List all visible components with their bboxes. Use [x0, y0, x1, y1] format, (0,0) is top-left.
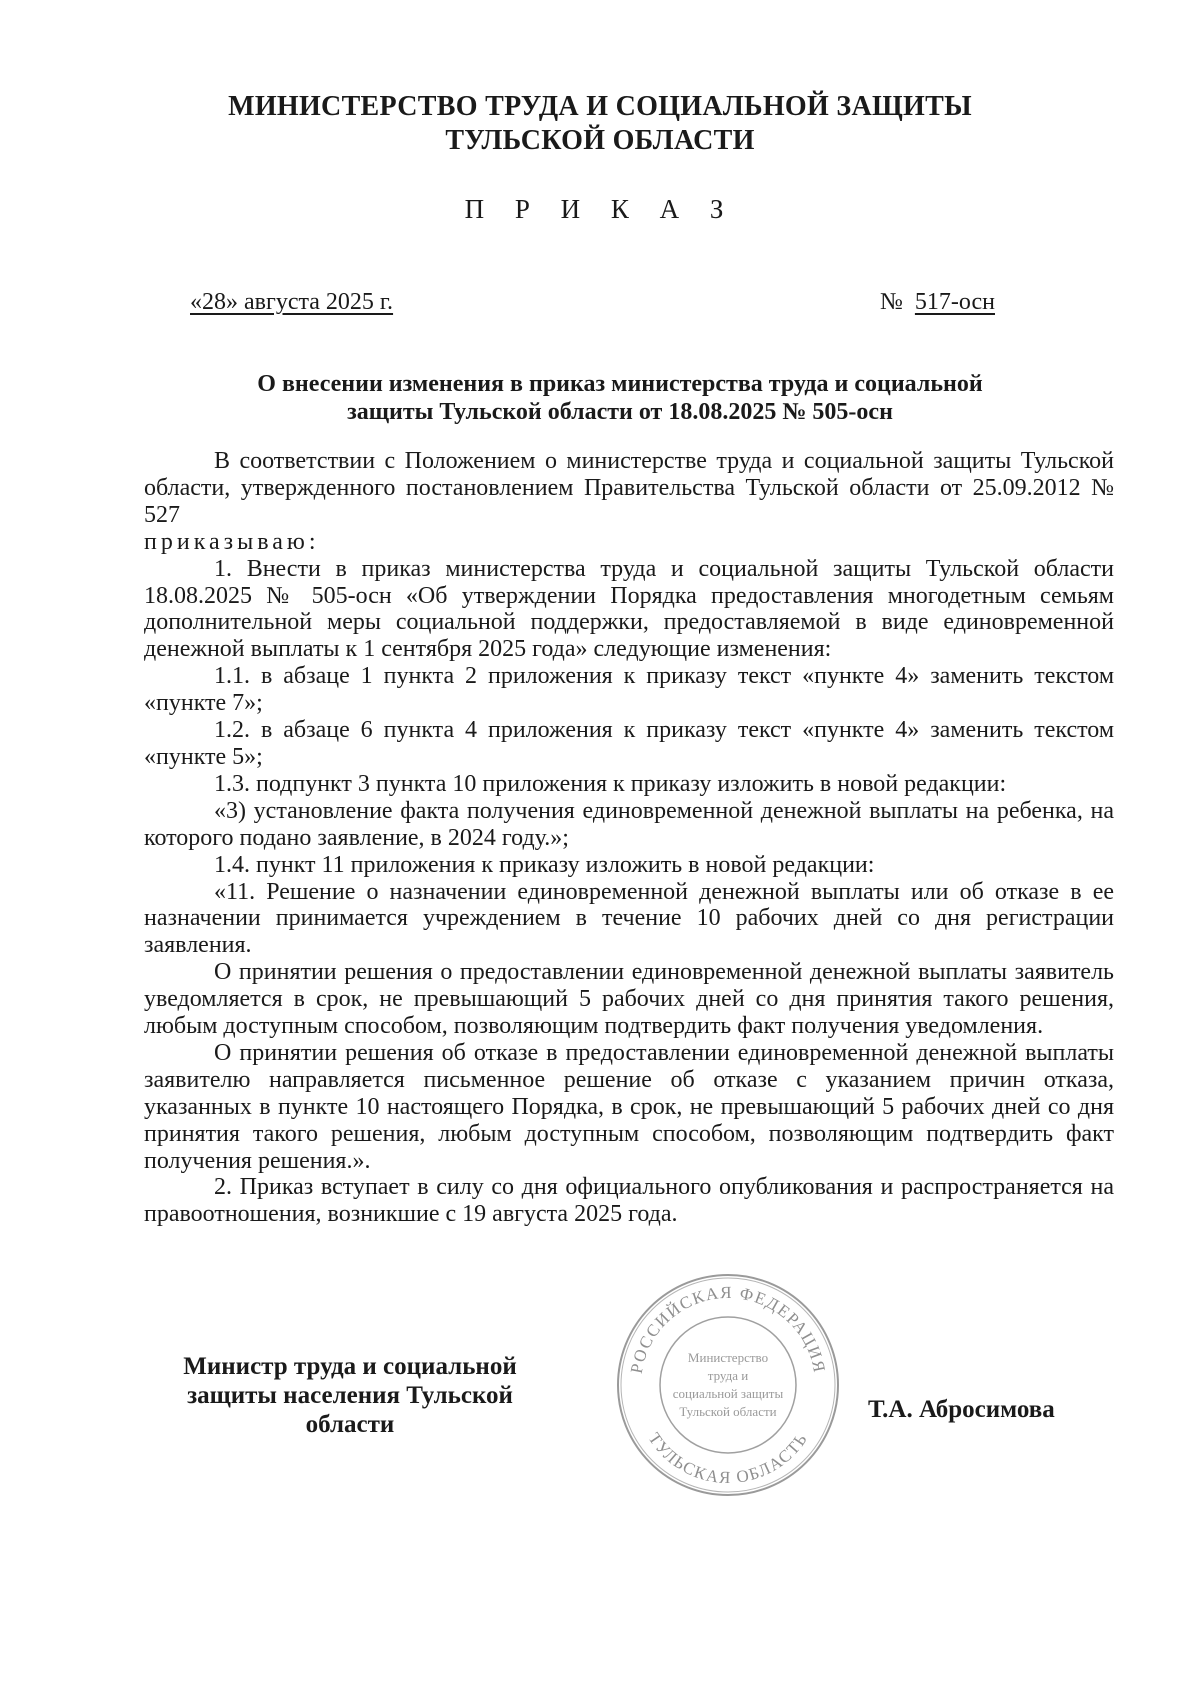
- stamp-inner-line-3: социальной защиты: [672, 1386, 784, 1401]
- stamp-outer-ring-inner: [621, 1278, 835, 1492]
- signer-title-line-1: Министр труда и социальной: [183, 1353, 517, 1380]
- paragraph-1-2: 1.2. в абзаце 6 пункта 4 приложения к приказу текст «пункте 4» заменить текстом «пункте 5»;: [144, 717, 1114, 770]
- paragraph-1-4-a: «11. Решение о назначении единовременной денежной выплаты или об отказе в ее назначении принимается учреждением в течение 10 рабочих дней со дня регистрации заявления.: [144, 878, 1114, 959]
- order-body: [144, 448, 1114, 1228]
- paragraph-2: 2. Приказ вступает в силу со дня официального опубликования и распространяется на правоотношения, возникшие с 19 августа 2025 года.: [144, 1174, 1114, 1228]
- paragraph-1: 1. Внести в приказ министерства труда и социальной защиты Тульской области 18.08.2025 № 505-осн «Об утверждении Порядка предоставления многодетным семьям дополнительной меры социальной поддержки, предоставляемой в виде единовременной денежной выплаты к 1 сентября 2025 года» следующие изменения:: [144, 555, 1114, 663]
- stamp-inner-ring: [660, 1317, 796, 1453]
- preamble-paragraph: В соответствии с Положением о министерстве труда и социальной защиты Тульской области, утвержденного постановлением Правительства Тульской области от 25.09.2012 № 527: [144, 448, 1114, 528]
- order-subject: [160, 370, 1080, 426]
- stamp-top-text: РОССИЙСКАЯ ФЕДЕРАЦИЯ: [626, 1282, 830, 1375]
- paragraph-1-3: 1.3. подпункт 3 пункта 10 приложения к приказу изложить в новой редакции:: [214, 770, 1007, 797]
- paragraph-1-4-b: О принятии решения о предоставлении единовременной денежной выплаты заявитель уведомляется в срок, не превышающий 5 рабочих дней со дня принятия такого решения, любым доступным способом, позволяющим подтвердить факт получения уведомления.: [144, 959, 1114, 1040]
- stamp-inner-line-4: Тульской области: [679, 1404, 777, 1419]
- paragraph-1-1: 1.1. в абзаце 1 пункта 2 приложения к приказу текст «пункте 4» заменить текстом «пункте 7»;: [144, 663, 1114, 717]
- order-number: [880, 289, 995, 316]
- ministry-header: [150, 90, 1050, 158]
- stamp-inner-line-1: Министерство: [687, 1350, 769, 1365]
- official-stamp: [613, 1270, 843, 1500]
- ministry-line-1: МИНИСТЕРСТВО ТРУДА И СОЦИАЛЬНОЙ ЗАЩИТЫ: [228, 91, 972, 122]
- stamp-outer-ring: [618, 1275, 838, 1495]
- signer-name: Т.А. Абросимова: [868, 1396, 1055, 1423]
- order-number-value: 517-осн: [914, 289, 995, 315]
- order-date: «28» августа 2025 г.: [190, 289, 394, 315]
- order-number-prefix: №: [880, 289, 903, 315]
- ministry-line-2: ТУЛЬСКОЙ ОБЛАСТИ: [445, 125, 755, 156]
- paragraph-1-3-text: «3) установление факта получения единовременной денежной выплаты на ребенка, на которого подано заявление, в 2024 году.»;: [144, 797, 1114, 851]
- stamp-bottom-text: ТУЛЬСКАЯ ОБЛАСТЬ: [644, 1429, 812, 1488]
- signer-title-line-3: области: [305, 1411, 395, 1438]
- stamp-inner-line-2: труда и: [707, 1368, 749, 1383]
- order-word: приказываю:: [144, 528, 320, 555]
- document-type: П Р И К А З: [464, 194, 736, 224]
- paragraph-1-4-c: О принятии решения об отказе в предоставлении единовременной денежной выплаты заявителю направляется письменное решение об отказе с указанием причин отказа, указанных в пункте 10 настоящего Порядка, в срок, не превышающий 5 рабочих дней со дня принятия такого решения, любым доступным способом, позволяющим подтвердить факт получения решения.».: [144, 1039, 1114, 1174]
- subject-line-2: защиты Тульской области от 18.08.2025 № 505-осн: [347, 399, 893, 425]
- signer-title-line-2: защиты населения Тульской: [187, 1382, 513, 1409]
- signer-title: [150, 1352, 550, 1439]
- paragraph-1-4: 1.4. пункт 11 приложения к приказу изложить в новой редакции:: [214, 851, 875, 878]
- subject-line-1: О внесении изменения в приказ министерства труда и социальной: [257, 371, 983, 397]
